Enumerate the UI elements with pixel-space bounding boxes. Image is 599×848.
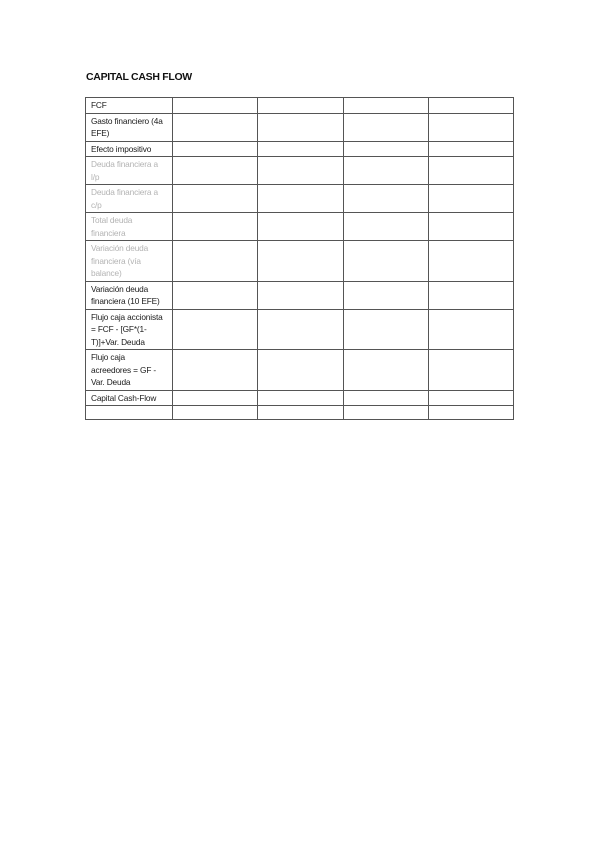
table-row <box>86 309 514 350</box>
row-label: Variación deuda financiera (vía balance) <box>86 241 173 282</box>
empty-cell <box>258 309 343 350</box>
empty-cell <box>258 406 343 420</box>
empty-cell <box>428 141 513 157</box>
empty-cell <box>173 113 258 141</box>
empty-cell <box>428 185 513 213</box>
table-row <box>86 113 514 141</box>
row-label: Capital Cash-Flow <box>86 390 173 406</box>
empty-cell <box>173 241 258 282</box>
empty-cell <box>428 241 513 282</box>
empty-cell <box>173 281 258 309</box>
empty-cell <box>343 185 428 213</box>
empty-cell <box>343 213 428 241</box>
empty-cell <box>428 213 513 241</box>
empty-cell <box>343 141 428 157</box>
empty-cell <box>258 281 343 309</box>
row-label: Total deuda financiera <box>86 213 173 241</box>
row-label <box>86 406 173 420</box>
empty-cell <box>428 350 513 391</box>
empty-cell <box>173 309 258 350</box>
table-row <box>86 141 514 157</box>
empty-cell <box>343 98 428 114</box>
row-label: Gasto financiero (4a EFE) <box>86 113 173 141</box>
table-row <box>86 185 514 213</box>
empty-cell <box>343 241 428 282</box>
row-label: Efecto impositivo <box>86 141 173 157</box>
empty-cell <box>343 350 428 391</box>
table-row <box>86 157 514 185</box>
table-row <box>86 213 514 241</box>
empty-cell <box>428 281 513 309</box>
empty-cell <box>428 406 513 420</box>
empty-cell <box>428 390 513 406</box>
row-label: Flujo caja accionista = FCF - [GF*(1-T)]+Var. Deuda <box>86 309 173 350</box>
empty-cell <box>428 309 513 350</box>
table-row <box>86 241 514 282</box>
empty-cell <box>258 113 343 141</box>
empty-cell <box>173 390 258 406</box>
table-row <box>86 350 514 391</box>
row-label: Deuda financiera a c/p <box>86 185 173 213</box>
empty-cell <box>173 157 258 185</box>
capital-cash-flow-table <box>85 97 514 420</box>
empty-cell <box>258 141 343 157</box>
empty-cell <box>258 185 343 213</box>
empty-cell <box>343 281 428 309</box>
row-label: Deuda financiera a l/p <box>86 157 173 185</box>
table-row <box>86 390 514 406</box>
table-row <box>86 281 514 309</box>
empty-cell <box>428 157 513 185</box>
empty-cell <box>258 390 343 406</box>
empty-cell <box>258 157 343 185</box>
empty-cell <box>258 213 343 241</box>
empty-cell <box>258 350 343 391</box>
table-row <box>86 406 514 420</box>
row-label: Variación deuda financiera (10 EFE) <box>86 281 173 309</box>
empty-cell <box>428 98 513 114</box>
empty-cell <box>343 406 428 420</box>
table-row <box>86 98 514 114</box>
empty-cell <box>173 406 258 420</box>
empty-cell <box>258 98 343 114</box>
page-title: CAPITAL CASH FLOW <box>86 71 192 83</box>
row-label: FCF <box>86 98 173 114</box>
row-label: Flujo caja acreedores = GF - Var. Deuda <box>86 350 173 391</box>
empty-cell <box>428 113 513 141</box>
empty-cell <box>343 309 428 350</box>
empty-cell <box>343 390 428 406</box>
empty-cell <box>173 350 258 391</box>
empty-cell <box>343 157 428 185</box>
empty-cell <box>173 98 258 114</box>
empty-cell <box>173 213 258 241</box>
empty-cell <box>258 241 343 282</box>
empty-cell <box>173 185 258 213</box>
empty-cell <box>173 141 258 157</box>
empty-cell <box>343 113 428 141</box>
